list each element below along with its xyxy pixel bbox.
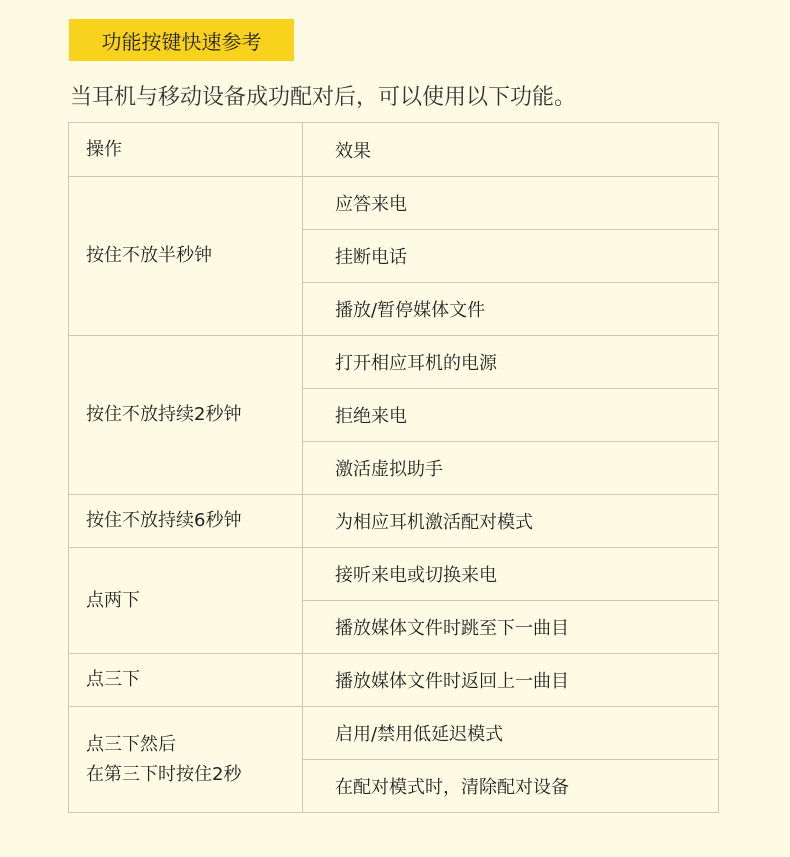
- table-row: [69, 177, 719, 230]
- page-title: 功能按键快速参考: [101, 29, 262, 54]
- operation-line: 点三下然后: [86, 733, 176, 755]
- table-row: [69, 654, 719, 707]
- intro-text: 当耳机与移动设备成功配对后，可以使用以下功能。: [70, 85, 577, 110]
- table-row: [69, 495, 719, 548]
- header-operation: 操作: [69, 123, 303, 177]
- page-title-badge: [69, 19, 294, 61]
- effect-cell: 播放媒体文件时跳至下一曲目: [303, 601, 719, 654]
- operation-cell: 点三下: [69, 654, 303, 707]
- table-row: [69, 336, 719, 389]
- operation-cell: 按住不放持续6秒钟: [69, 495, 303, 548]
- table-row: [69, 548, 719, 601]
- header-effect: 效果: [303, 123, 719, 177]
- effect-cell: 应答来电: [303, 177, 719, 230]
- effect-cell: 为相应耳机激活配对模式: [303, 495, 719, 548]
- effect-cell: 接听来电或切换来电: [303, 548, 719, 601]
- table-header-row: [69, 123, 719, 177]
- effect-cell: 挂断电话: [303, 230, 719, 283]
- function-reference-table: [68, 122, 719, 813]
- operation-line: 在第三下时按住2秒: [86, 763, 242, 785]
- operation-cell: [69, 707, 303, 813]
- table-row: [69, 707, 719, 760]
- effect-cell: 在配对模式时，清除配对设备: [303, 760, 719, 813]
- effect-cell: 拒绝来电: [303, 389, 719, 442]
- operation-cell: 点两下: [69, 548, 303, 654]
- operation-cell: 按住不放半秒钟: [69, 177, 303, 336]
- operation-cell: 按住不放持续2秒钟: [69, 336, 303, 495]
- effect-cell: 激活虚拟助手: [303, 442, 719, 495]
- effect-cell: 启用/禁用低延迟模式: [303, 707, 719, 760]
- effect-cell: 播放/暂停媒体文件: [303, 283, 719, 336]
- effect-cell: 打开相应耳机的电源: [303, 336, 719, 389]
- effect-cell: 播放媒体文件时返回上一曲目: [303, 654, 719, 707]
